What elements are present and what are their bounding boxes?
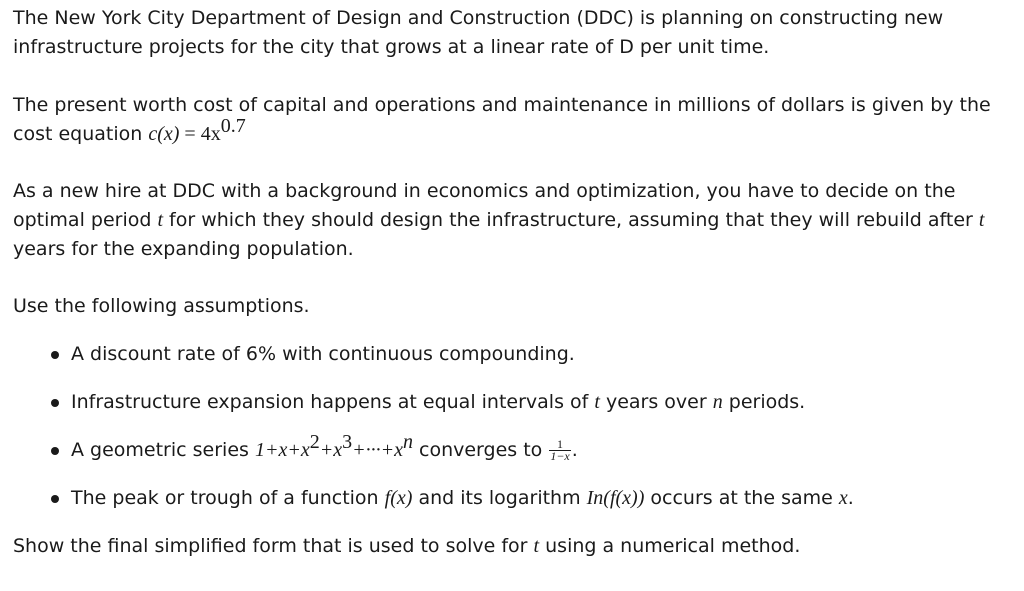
var-t: t: [157, 209, 164, 231]
series-term-2: +x: [319, 439, 343, 461]
assumption-log-extrema: [71, 484, 854, 513]
cost-function-rhs: = 4x: [179, 123, 221, 145]
bullet-icon: [51, 495, 59, 503]
cost-function-exponent: 0.7: [220, 115, 246, 137]
cost-line-2-text: cost equation: [13, 123, 149, 145]
assumptions-intro-text: Use the following assumptions.: [13, 295, 310, 317]
cost-line-2: [13, 115, 1013, 149]
bullet-icon: [51, 399, 59, 407]
log-text-a: The peak or trough of a function: [71, 487, 385, 509]
series-sum-fraction: [549, 439, 570, 462]
assumption-discount-rate: A discount rate of 6% with continuous compounding.: [71, 343, 575, 365]
var-n: n: [712, 391, 723, 413]
task-line-2: [13, 206, 1013, 235]
series-term-3: +···+x: [352, 439, 403, 461]
var-t: t: [594, 391, 600, 413]
bullet-icon: [51, 447, 59, 455]
intro-line-2: infrastructure projects for the city that grows at a linear rate of D per unit time.: [13, 36, 770, 58]
series-exp-2: 2: [309, 431, 320, 453]
fraction-denominator: 1−x: [550, 449, 570, 463]
var-t: t: [978, 209, 985, 231]
assumption-expansion: [71, 388, 805, 417]
series-end: .: [571, 439, 578, 461]
cost-paragraph: [13, 91, 1013, 149]
log-text-b: and its logarithm: [412, 487, 587, 509]
log-text-c: occurs at the same: [644, 487, 839, 509]
expansion-text-c: periods.: [722, 391, 806, 413]
intro-paragraph: [13, 4, 1013, 62]
expansion-text-b: years over: [599, 391, 713, 413]
function-f: f(x): [384, 487, 413, 509]
log-end: .: [847, 487, 854, 509]
intro-line-1: The New York City Department of Design and Construction (DDC) is planning on constructing new: [13, 7, 944, 29]
task-line-2-b: for which they should design the infrastructure, assuming that they will rebuild after: [163, 209, 979, 231]
series-term-1: 1+x+x: [254, 439, 310, 461]
fraction-numerator: 1: [549, 439, 570, 451]
series-text-b: converges to: [412, 439, 549, 461]
closing-text-a: Show the final simplified form that is used to solve for: [13, 535, 534, 557]
task-line-1: As a new hire at DDC with a background in economics and optimization, you have to decide on the: [13, 180, 956, 202]
series-text-a: A geometric series: [71, 439, 255, 461]
cost-function-lhs: c(x): [148, 123, 180, 145]
task-paragraph: [13, 177, 1013, 264]
cost-line-1: The present worth cost of capital and operations and maintenance in millions of dollars is given by the: [13, 94, 991, 116]
closing-instruction: [13, 532, 1013, 561]
series-exp-3: 3: [342, 431, 353, 453]
log-function: In(f(x)): [586, 487, 645, 509]
assumption-geometric-series: [71, 431, 578, 465]
task-line-2-a: optimal period: [13, 209, 158, 231]
closing-line: [13, 532, 1013, 561]
bullet-icon: [51, 351, 59, 359]
assumptions-intro: [13, 292, 1013, 321]
expansion-text-a: Infrastructure expansion happens at equal intervals of: [71, 391, 595, 413]
closing-text-b: using a numerical method.: [539, 535, 801, 557]
var-t: t: [533, 535, 540, 557]
var-x: x: [838, 487, 848, 509]
task-line-3: years for the expanding population.: [13, 238, 354, 260]
series-exp-n: n: [402, 431, 413, 453]
